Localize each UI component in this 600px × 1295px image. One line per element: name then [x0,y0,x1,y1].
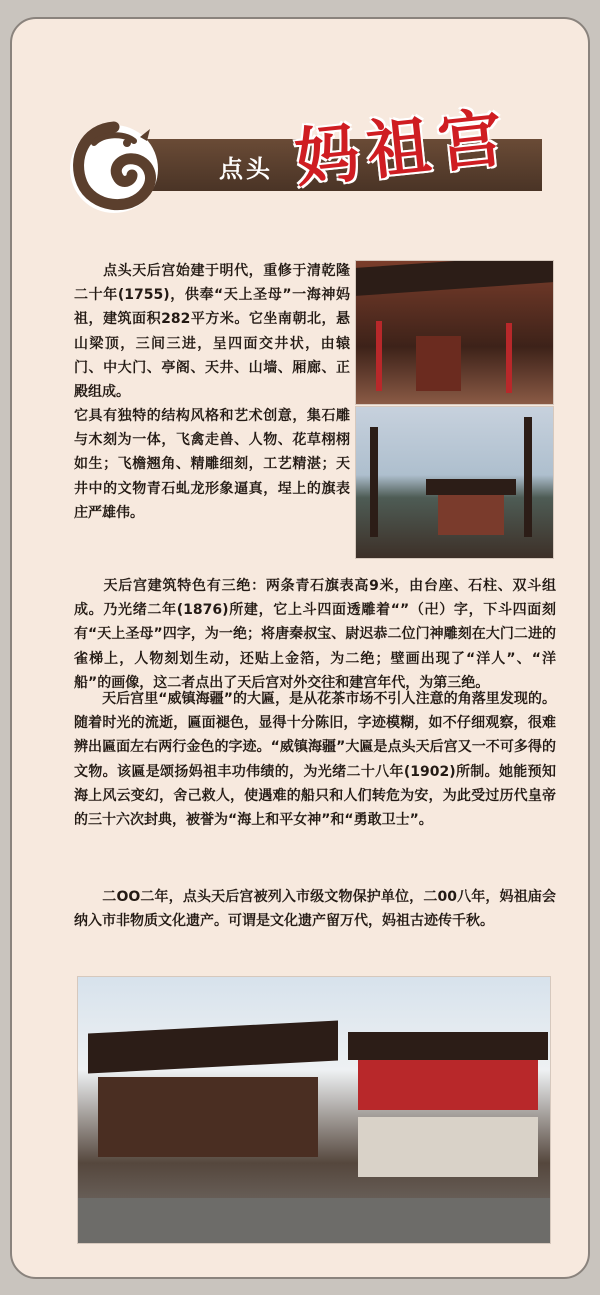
poster-panel [10,17,590,1279]
intro-paragraph: 点头天后宫始建于明代，重修于清乾隆二十年(1755)，供奉“天上圣母”一海神妈祖，建筑面积282平方米。它坐南朝北，悬山梁顶，三间三进，呈四面交井状，由辕门、中大门、亭阁、天井、山墙、厢廊、正殿组成。 [74,263,350,401]
dragon-emblem-icon [64,119,164,219]
plaque-paragraph: 天后宫里“威镇海疆”的大匾，是从花茶市场不引人注意的角落里发现的。随着时光的流逝，匾面褪色，显得十分陈旧，字迹模糊，如不仔细观察，很难辨出匾面左右两行金色的字迹。“威镇海疆”大匾是点头天后宫又一不可多得的文物。该匾是颂扬妈祖丰功伟绩的，为光绪二十八年(1902)所制。她能预知海上风云变幻，舍己救人，使遇难的船只和人们转危为安，为此受过历代皇帝的三十六次封典，被誉为“海上和平女神”和“勇敢卫士”。 [74,691,556,829]
three-features-paragraph: 天后宫建筑特色有三绝：两条青石旗表高9米，由台座、石柱、双斗组成。乃光绪二年(1876)所建，它上斗四面透雕着“”（卍）字，下斗四面刻有“天上圣母”四字，为一绝；将唐秦叔宝、尉迟恭二位门神雕刻在大门二进的雀梯上，人物刻划生动，还贴上金箔，为二绝；壁画出现了“洋人”、“洋船”的画像，这二者点出了天后宫对外交往和建宫年代，为第三绝。 [74,578,556,691]
structure-paragraph: 它具有独特的结构风格和艺术创意，集石雕与木刻为一体，飞禽走兽、人物、花草栩栩如生；飞檐翘角、精雕细刻，工艺精湛；天井中的文物青石虬龙形象逼真，埕上的旗表庄严雄伟。 [74,408,350,521]
temple-courtyard-photo [355,260,554,405]
location-subtitle: 点头 [219,155,273,183]
temple-exterior-photo [355,406,554,559]
page-title: 妈祖宫 [291,99,514,198]
temple-panorama-photo [77,976,551,1244]
heritage-paragraph: 二OO二年，点头天后宫被列入市级文物保护单位，二00八年，妈祖庙会纳入市非物质文化遗产。可谓是文化遗产留万代，妈祖古迹传千秋。 [74,889,556,930]
